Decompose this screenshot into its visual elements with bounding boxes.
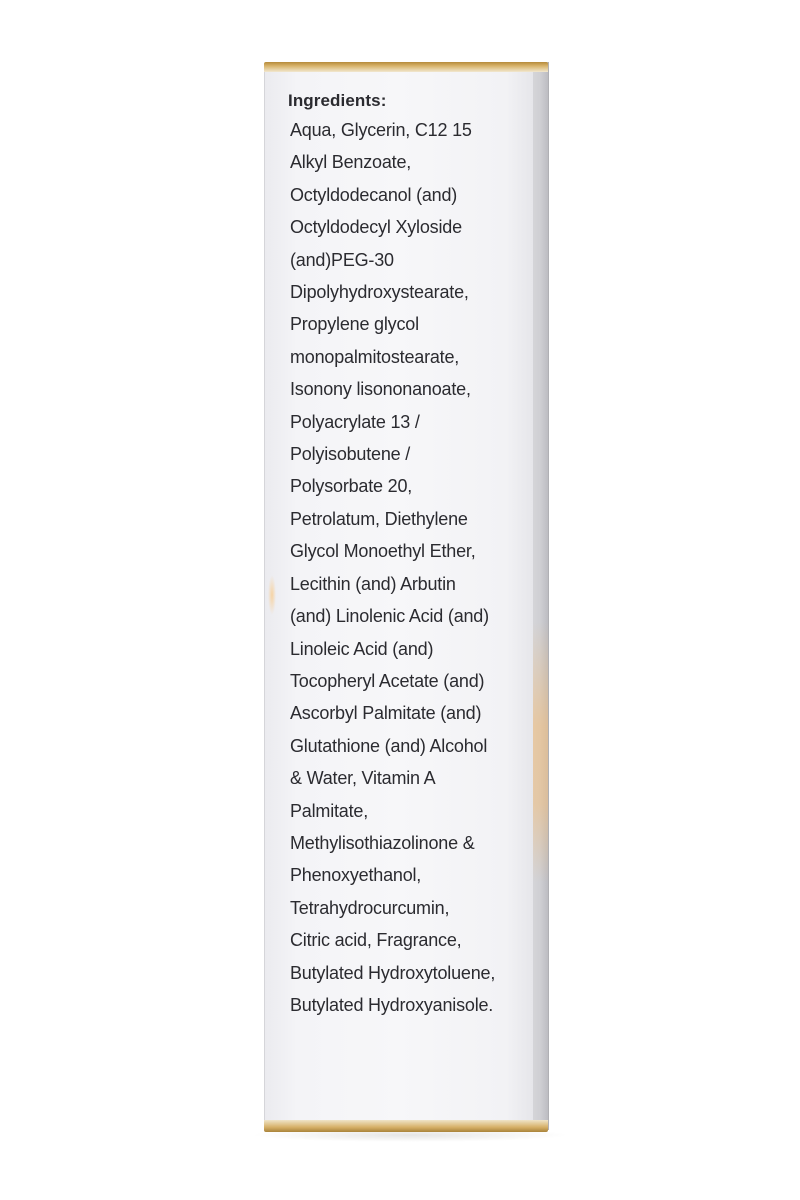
ingredient-line: Isonony lisononanoate, [290, 379, 471, 400]
ingredient-line: & Water, Vitamin A [290, 768, 436, 789]
ingredient-line: Palmitate, [290, 800, 369, 821]
ingredient-line: Glycol Monoethyl Ether, [290, 541, 476, 562]
ingredient-line: (and)PEG-30 [290, 249, 394, 270]
ingredient-line: Polyacrylate 13 / [290, 411, 420, 432]
ingredient-line: Dipolyhydroxystearate, [290, 282, 469, 303]
ingredient-line: Butylated Hydroxytoluene, [290, 962, 496, 983]
ingredient-line: Butylated Hydroxyanisole. [290, 994, 494, 1015]
ingredients-list [290, 114, 528, 1021]
ingredient-line: Propylene glycol [290, 314, 419, 335]
ingredients-panel [288, 90, 528, 1021]
ingredient-line: Octyldodecyl Xyloside [290, 217, 462, 238]
ingredient-line: Glutathione (and) Alcohol [290, 735, 488, 756]
ingredient-line: Ascorbyl Palmitate (and) [290, 703, 482, 724]
ingredient-line: Tetrahydrocurcumin, [290, 897, 450, 918]
ingredients-heading: Ingredients: [288, 91, 387, 110]
ingredient-line: Alkyl Benzoate, [290, 152, 412, 173]
ingredient-line: Linoleic Acid (and) [290, 638, 434, 659]
ingredient-line: (and) Linolenic Acid (and) [290, 606, 489, 627]
box-top-flap [264, 62, 548, 72]
box-bottom-flap [264, 1120, 548, 1132]
ingredient-line: Lecithin (and) Arbutin [290, 573, 456, 594]
ingredient-line: Tocopheryl Acetate (and) [290, 670, 485, 691]
ingredient-line: Phenoxyethanol, [290, 865, 422, 886]
ingredient-line: Polyisobutene / [290, 444, 411, 465]
ingredient-line: Polysorbate 20, [290, 476, 413, 497]
ingredient-line: monopalmitostearate, [290, 346, 460, 367]
ingredient-line: Octyldodecanol (and) [290, 184, 458, 205]
front-orange-mark [268, 575, 276, 615]
ingredient-line: Petrolatum, Diethylene [290, 508, 468, 529]
ingredient-line: Methylisothiazolinone & [290, 832, 475, 853]
ingredient-line: Aqua, Glycerin, C12 15 [290, 120, 472, 140]
ingredient-line: Citric acid, Fragrance, [290, 930, 462, 951]
